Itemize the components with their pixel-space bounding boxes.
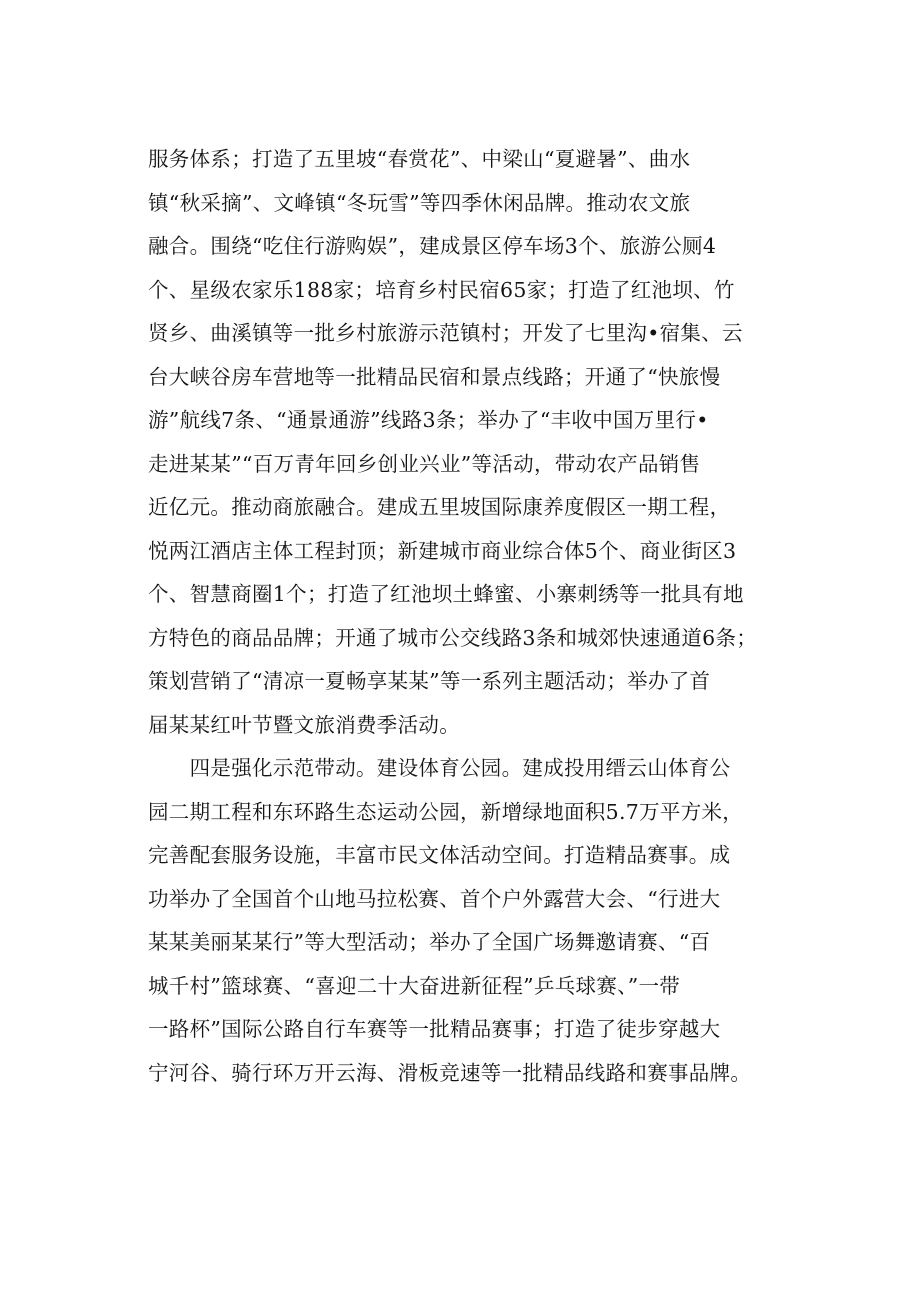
text-line: 届某某红叶节暨文旅消费季活动。: [148, 712, 460, 737]
text-line: 宁河谷、骑行环万开云海、滑板竞速等一批精品线路和赛事品牌。: [148, 1060, 752, 1085]
text-line: 近亿元。推动商旅融合。建成五里坡国际康养度假区一期工程，: [148, 495, 731, 519]
text-line: 一路杯”国际公路自行车赛等一批精品赛事；打造了徒步穿越大: [148, 1017, 721, 1041]
text-line: 个、星级农家乐188家；培育乡村民宿65家；打造了红池坝、竹: [148, 277, 735, 302]
text-line: 完善配套服务设施，丰富市民文体活动空间。打造精品赛事。成: [148, 843, 731, 867]
paragraph-start-line: 四是强化示范带动。建设体育公园。建成投用缙云山体育公: [148, 756, 731, 780]
text-line: 个、智慧商圈1个；打造了红池坝土蜂蜜、小寨刺绣等一批具有地: [148, 582, 744, 606]
text-line: 城千村”篮球赛、“喜迎二十大奋进新征程”乒乓球赛、”一带: [148, 973, 681, 998]
text-line: 策划营销了“清凉一夏畅享某某”等一系列主题活动；举办了首: [148, 669, 711, 693]
text-line: 镇“秋采摘”、文峰镇“冬玩雪”等四季休闲品牌。推动农文旅: [148, 190, 691, 215]
text-line: 方特色的商品品牌；开通了城市公交线路3条和城郊快速通道6条；: [148, 625, 758, 650]
text-line: 融合。围绕“吃住行游购娱”，建成景区停车场3个、旅游公厕4: [148, 234, 717, 258]
text-line: 悦两江酒店主体工程封顶；新建城市商业综合体5个、商业街区3: [148, 538, 737, 563]
text-line: 台大峡谷房车营地等一批精品民宿和景点线路；开通了“快旅慢: [148, 364, 721, 389]
body-text: [148, 138, 828, 1095]
text-line: 游”航线7条、“通景通游”线路3条；举办了“丰收中国万里行•: [148, 408, 709, 432]
text-line: 某某美丽某某行”等大型活动；举办了全国广场舞邀请赛、“百: [148, 930, 711, 954]
text-line: 服务体系；打造了五里坡“春赏花”、中梁山“夏避暑”、曲水: [148, 147, 691, 171]
text-line: 走进某某”“百万青年回乡创业兴业”等活动，带动农产品销售: [148, 451, 701, 476]
text-line: 贤乡、曲溪镇等一批乡村旅游示范镇村；开发了七里沟•宿集、云: [148, 321, 743, 345]
text-line: 功举办了全国首个山地马拉松赛、首个户外露营大会、“行进大: [148, 886, 721, 911]
text-line: 园二期工程和东环路生态运动公园，新增绿地面积5.7万平方米，: [148, 799, 744, 824]
